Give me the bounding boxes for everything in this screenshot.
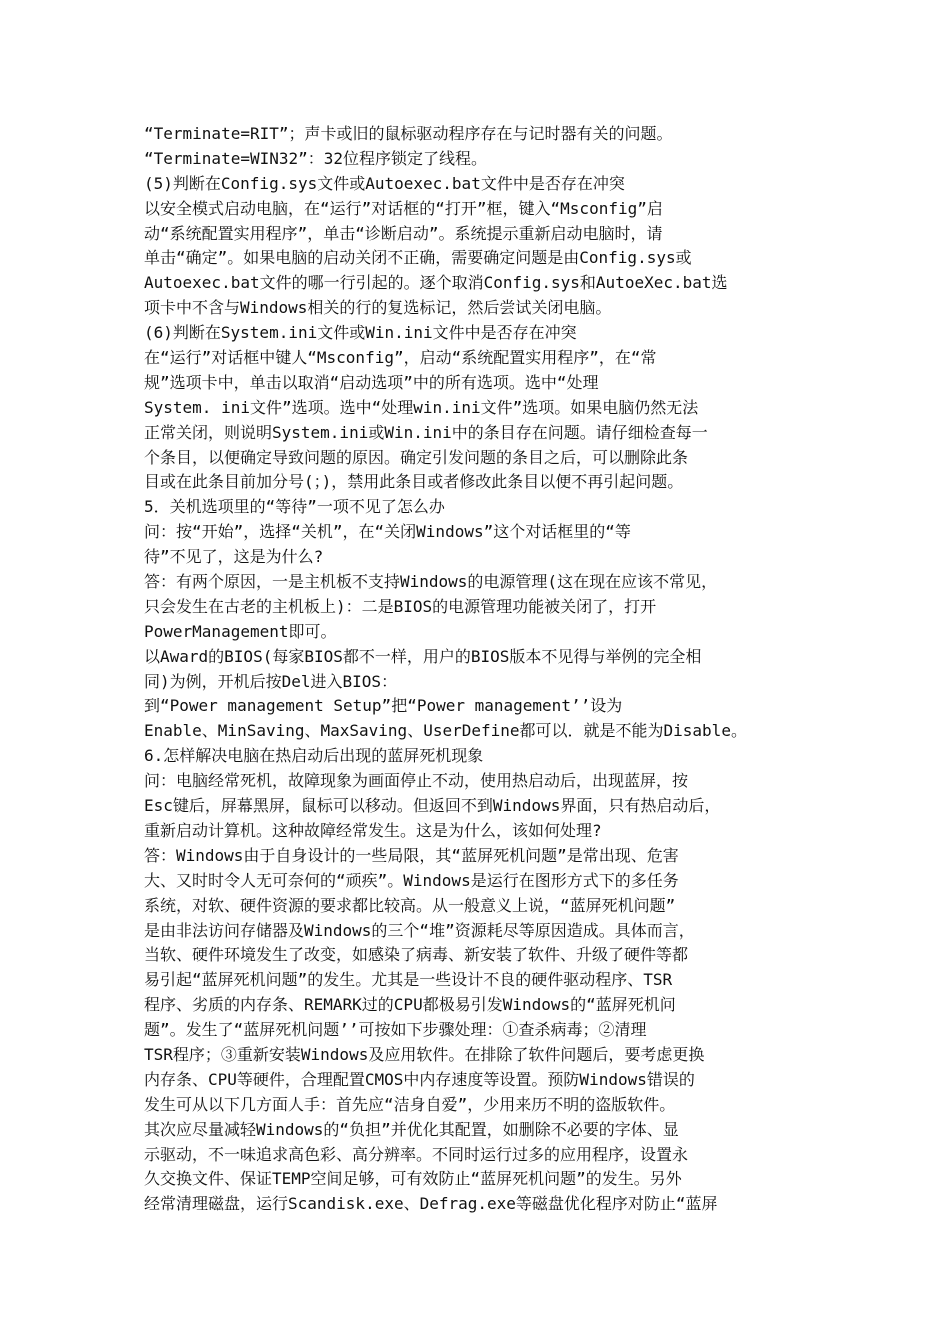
text-line-7: Autoexec.bat文件的哪一行引起的。逐个取消Config.sys和AutoeXec.bat选 [144,273,728,293]
text-line-4: 以安全模式启动电脑，在“运行”对话框的“打开”框，键入“Msconfig”启 [144,198,663,218]
section-heading-5: (5)判断在Config.sys文件或Autoexec.bat文件中是否存在冲突 [144,173,625,193]
question-heading-6: 6.怎样解决电脑在热启动后出现的蓝屏死机现象 [144,746,484,766]
text-line-24: 到“Power management Setup”把“Power management’’设为 [144,696,623,716]
text-line-33: 是由非法访问存储器及Windows的三个“堆”资源耗尽等原因造成。具体而言， [144,920,695,940]
text-line-32: 系统，对软、硬件资源的要求都比较高。从一般意义上说，“蓝屏死机问题” [144,895,676,915]
text-line-14: 个条目，以便确定导致问题的原因。确定引发问题的条目之后，可以删除此条 [144,447,689,467]
text-line-10: 在“运行”对话框中键人“Msconfig”，启动“系统配置实用程序”，在“常 [144,348,657,368]
text-line-27: 问：电脑经常死机，故障现象为画面停止不动，使用热启动后，出现蓝屏，按 [144,771,689,791]
text-line-8: 项卡中不含与Windows相关的行的复选标记，然后尝试关闭电脑。 [144,298,612,318]
text-line-17: 问：按“开始”，选择“关机”，在“关闭Windows”这个对话框里的“等 [144,522,631,542]
text-line-30: 答：Windows由于自身设计的一些局限，其“蓝屏死机问题”是常出现、危害 [144,845,679,865]
text-line-6: 单击“确定”。如果电脑的启动关闭不正确，需要确定问题是由Config.sys或 [144,248,692,268]
text-line-1: “Terminate=RIT”；声卡或旧的鼠标驱动程序存在与记时器有关的问题。 [144,124,673,143]
text-line-36: 程序、劣质的内存条、REMARK过的CPU都极易引发Windows的“蓝屏死机问 [144,995,676,1015]
text-line-23: 同)为例，开机后按Del进入BIOS： [144,671,398,691]
text-line-15: 目或在此条目前加分号(；)，禁用此条目或者修改此条目以便不再引起问题。 [144,472,684,492]
text-line-18: 待”不见了，这是为什么? [144,547,324,567]
text-line-44: 经常清理磁盘，运行Scandisk.exe、Defrag.exe等磁盘优化程序对防止“蓝屏 [144,1194,718,1214]
text-line-35: 易引起“蓝屏死机问题”的发生。尤其是一些设计不良的硬件驱动程序、TSR [144,970,673,990]
text-line-11: 规”选项卡中，单击以取消“启动选项”中的所有选项。选中“处理 [144,372,599,392]
text-line-22: 以Award的BIOS(每家BIOS都不一样，用户的BIOS版本不见得与举例的完全相 [144,646,702,666]
text-line-5: 动“系统配置实用程序”，单击“诊断启动”。系统提示重新启动电脑时，请 [144,223,663,243]
text-line-20: 只会发生在古老的主机板上)：二是BIOS的电源管理功能被关闭了，打开 [144,596,657,616]
text-line-12: System. ini文件”选项。选中“处理win.ini文件”选项。如果电脑仍然无法 [144,397,699,417]
text-line-19: 答：有两个原因，一是主机板不支持Windows的电源管理(这在现在应该不常见， [144,572,718,592]
text-line-34: 当软、硬件环境发生了改变，如感染了病毒、新安装了软件、升级了硬件等都 [144,945,689,965]
text-line-43: 久交换文件、保证TEMP空间足够，可有效防止“蓝屏死机问题”的发生。另外 [144,1169,682,1189]
text-line-42: 示驱动，不一味追求高色彩、高分辨率。不同时运行过多的应用程序，设置永 [144,1144,689,1164]
text-line-25: Enable、MinSaving、MaxSaving、UserDefine都可以．就是不能为Disable。 [144,721,747,741]
text-line-41: 其次应尽量减轻Windows的“负担”并优化其配置，如删除不必要的字体、显 [144,1119,679,1139]
text-line-2: “Terminate=WIN32”：32位程序锁定了线程。 [144,148,488,168]
text-line-38: TSR程序；③重新安装Windows及应用软件。在排除了软件问题后，要考虑更换 [144,1044,705,1064]
text-line-21: PowerManagement即可。 [144,621,337,641]
question-heading-5: 5．关机选项里的“等待”一项不见了怎么办 [144,497,445,517]
text-line-40: 发生可从以下几方面人手：首先应“洁身自爱”，少用来历不明的盗版软件。 [144,1094,676,1114]
text-line-31: 大、又时时令人无可奈何的“顽疾”。Windows是运行在图形方式下的多任务 [144,870,679,890]
text-line-28: Esc键后，屏幕黑屏，鼠标可以移动。但返回不到Windows界面，只有热启动后， [144,796,721,816]
text-line-29: 重新启动计算机。这种故障经常发生。这是为什么，该如何处理? [144,820,602,840]
section-heading-6: (6)判断在System.ini文件或Win.ini文件中是否存在冲突 [144,323,577,343]
text-line-13: 正常关闭，则说明System.ini或Win.ini中的条目存在问题。请仔细检查每一 [144,422,708,442]
text-line-37: 题”。发生了“蓝屏死机问题’’可按如下步骤处理：①查杀病毒；②清理 [144,1020,647,1040]
text-line-39: 内存条、CPU等硬件，合理配置CMOS中内存速度等设置。预防Windows错误的 [144,1069,695,1089]
document-body [144,122,824,1217]
